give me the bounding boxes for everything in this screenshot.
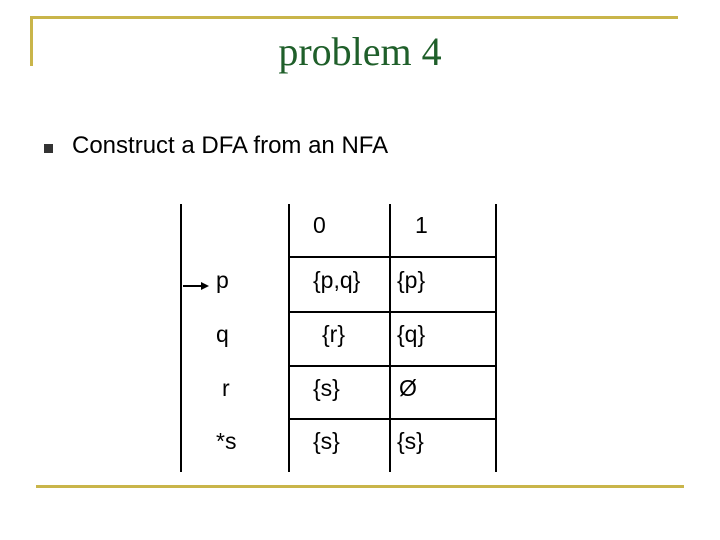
table-divider <box>389 204 391 472</box>
state-cell: *s <box>216 428 237 454</box>
column-header: 0 <box>313 212 326 238</box>
column-header: 1 <box>415 212 428 238</box>
top-rule <box>30 16 678 19</box>
state-cell: p <box>216 267 229 293</box>
state-cell: q <box>216 321 229 347</box>
transition-cell: {q} <box>397 321 426 347</box>
transition-cell: {s} <box>397 428 424 454</box>
table-divider <box>288 365 497 367</box>
slide-title: problem 4 <box>278 29 442 74</box>
bottom-rule <box>36 485 684 488</box>
bullet-text: Construct a DFA from an NFA <box>72 132 389 159</box>
state-cell: r <box>222 375 230 401</box>
transition-cell: Ø <box>399 375 417 401</box>
table-divider <box>288 418 497 420</box>
transition-cell: {r} <box>322 321 346 347</box>
square-bullet-icon <box>44 144 53 153</box>
transition-cell: {p} <box>397 267 426 293</box>
transition-cell: {p,q} <box>313 267 361 293</box>
transition-cell: {s} <box>313 428 340 454</box>
transition-cell: {s} <box>313 375 340 401</box>
table-divider <box>288 256 497 258</box>
start-arrow-icon <box>183 281 209 291</box>
table-divider <box>288 311 497 313</box>
table-divider <box>288 204 290 472</box>
